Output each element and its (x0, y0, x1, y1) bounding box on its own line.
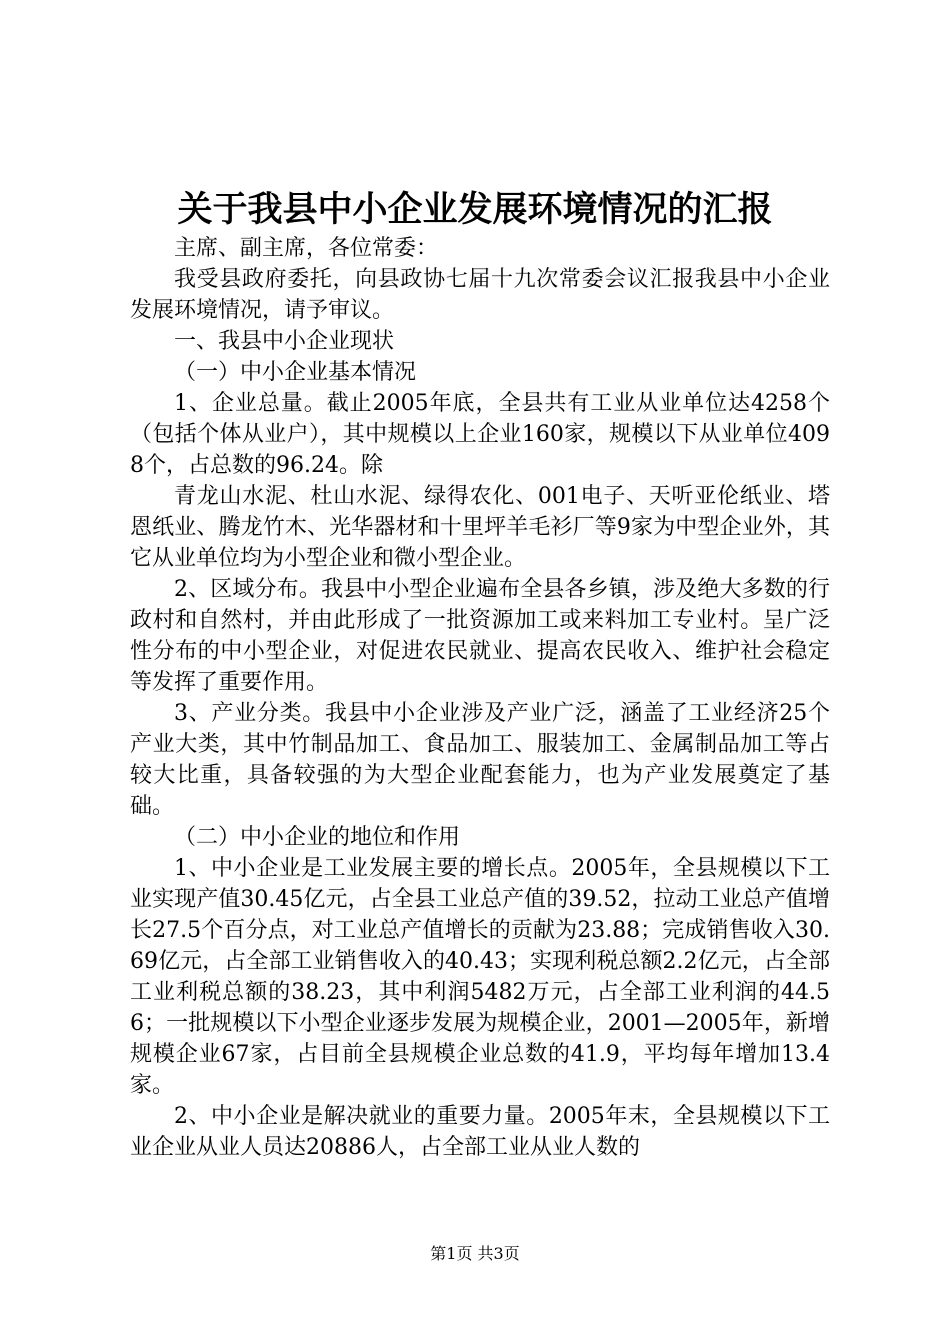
subsection-heading-2: （二）中小企业的地位和作用 (174, 825, 461, 850)
salutation: 主席、副主席，各位常委： (174, 236, 439, 261)
paragraph-total: 1、企业总量。截止2005年底，全县共有工业从业单位达4258个（包括个体从业户），其中规模以上企业160家，规模以下从业单位4098个，占总数的96.24。除 (130, 391, 830, 478)
document-body (130, 233, 830, 1163)
section-heading-1: 一、我县中小企业现状 (174, 329, 395, 354)
page-footer: 第1页 共3页 (430, 1244, 520, 1263)
paragraph-distribution: 2、区域分布。我县中小型企业遍布全县各乡镇，涉及绝大多数的行政村和自然村，并由此形成了一批资源加工或来料加工专业村。呈广泛性分布的中小型企业，对促进农民就业、提高农民收入、维护社会稳定等发挥了重要作用。 (130, 577, 830, 695)
subsection-heading-1: （一）中小企业基本情况 (174, 360, 417, 385)
paragraph-medium-enterprises: 青龙山水泥、杜山水泥、绿得农化、001电子、天听亚伦纸业、塔恩纸业、腾龙竹木、光华器材和十里坪羊毛衫厂等9家为中型企业外，其它从业单位均为小型企业和微小型企业。 (130, 484, 830, 571)
paragraph-employment: 2、中小企业是解决就业的重要力量。2005年末，全县规模以下工业企业从业人员达20886人，占全部工业从业人数的 (130, 1104, 830, 1160)
document-title: 关于我县中小企业发展环境情况的汇报 (177, 189, 773, 230)
paragraph-industry: 3、产业分类。我县中小企业涉及产业广泛，涵盖了工业经济25个产业大类，其中竹制品加工、食品加工、服装加工、金属制品加工等占较大比重，具备较强的为大型企业配套能力，也为产业发展奠定了基础。 (130, 701, 830, 819)
paragraph-growth: 1、中小企业是工业发展主要的增长点。2005年，全县规模以下工业实现产值30.45亿元，占全县工业总产值的39.52，拉动工业总产值增长27.5个百分点，对工业总产值增长的贡献为23.88；完成销售收入30.69亿元，占全部工业销售收入的40.43；实现利税总额2.2亿元，占全部工业利税总额的38.23，其中利润5482万元，占全部工业利润的44.56；一批规模以下小型企业逐步发展为规模企业，2001—2005年，新增规模企业67家，占目前全县规模企业总数的41.9，平均每年增加13.4家。 (130, 856, 830, 1098)
paragraph-intro: 我受县政府委托，向县政协七届十九次常委会议汇报我县中小企业发展环境情况，请予审议。 (130, 267, 830, 323)
